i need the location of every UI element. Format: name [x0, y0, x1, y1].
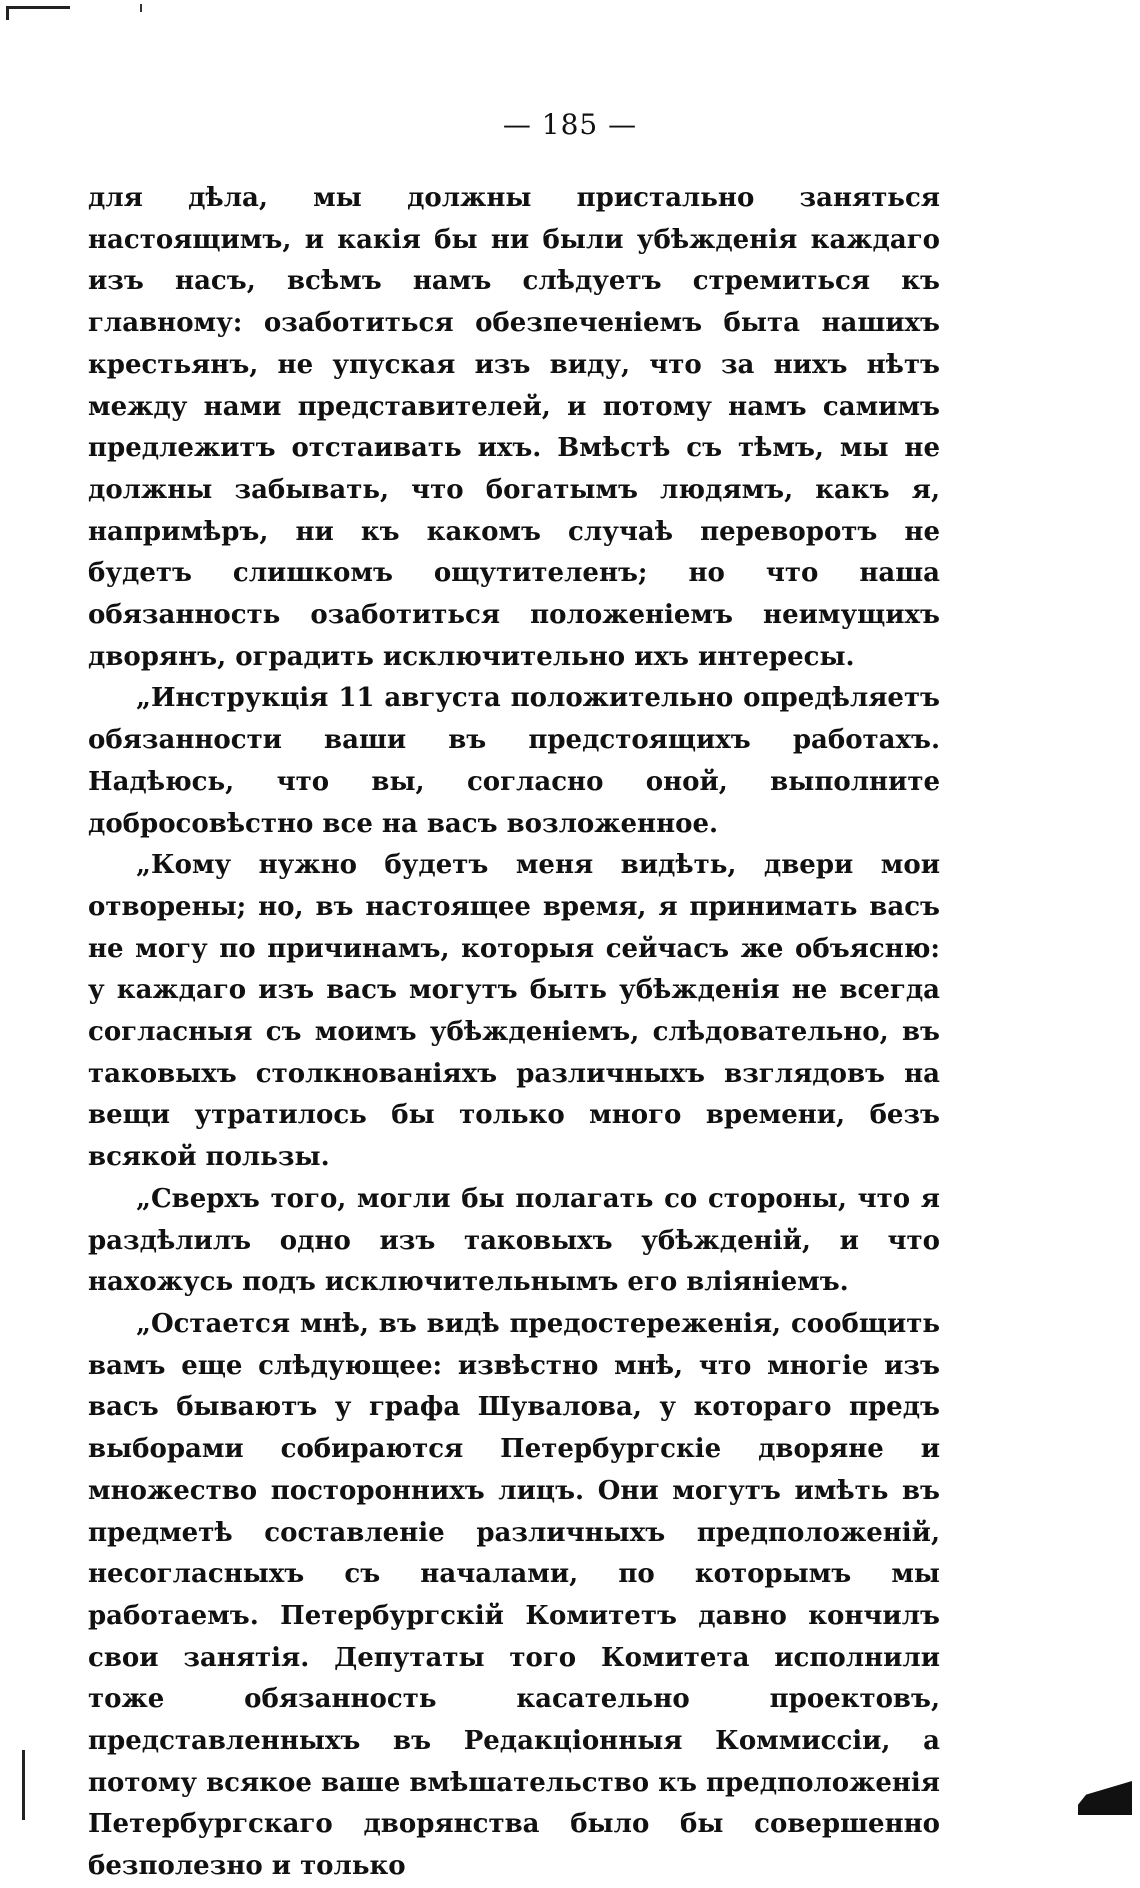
- page-corner-mark: [6, 6, 70, 9]
- page-edge-line: [22, 1750, 25, 1820]
- paragraph: „Кому нужно будетъ меня видѣть, двери мои отворены; но, въ настоящее время, я принимать васъ не могу по причинамъ, которыя сейчасъ же объясню: у каждаго изъ васъ могутъ быть убѣжденія не всегда согласныя съ моимъ убѣжденіемъ, слѣдовательно, въ таковыхъ столкнованіяхъ различныхъ взглядовъ на вещи утратилось бы только много времени, безъ всякой пользы.: [88, 850, 940, 1173]
- paragraph: „Инструкція 11 августа положительно опредѣляетъ обязанности ваши въ предстоящихъ работахъ. Надѣюсь, что вы, согласно оной, выполните добросовѣстно все на васъ возложенное.: [88, 683, 940, 839]
- scan-smudge: [1078, 1781, 1132, 1815]
- page-corner-mark-vertical: [6, 6, 9, 20]
- page-number: — 185 —: [502, 108, 638, 141]
- body-text: [88, 178, 940, 1888]
- paragraph: „Сверхъ того, могли бы полагать со стороны, что я раздѣлилъ одно изъ таковыхъ убѣжденій, и что нахожусь подъ исключительнымъ его вліяніемъ.: [88, 1183, 940, 1298]
- scan-tick-mark: [140, 4, 142, 12]
- paragraph: для дѣла, мы должны пристально заняться настоящимъ, и какія бы ни были убѣжденія каждаго изъ насъ, всѣмъ намъ слѣдуетъ стремиться къ главному: озаботиться обезпеченіемъ быта нашихъ крестьянъ, не упуская изъ виду, что за нихъ нѣтъ между нами представителей, и потому намъ самимъ предлежитъ отстаивать ихъ. Вмѣстѣ съ тѣмъ, мы не должны забывать, что богатымъ людямъ, какъ я, напримѣръ, ни къ какомъ случаѣ переворотъ не будетъ слишкомъ ощутителенъ; но что наша обязанность озаботиться положеніемъ неимущихъ дворянъ, оградить исключительно ихъ интересы.: [88, 183, 940, 672]
- paragraph: „Остается мнѣ, въ видѣ предостереженія, сообщить вамъ еще слѣдующее: извѣстно мнѣ, что многіе изъ васъ бываютъ у графа Шувалова, у котораго предъ выборами собираются Петербургскіе дворяне и множество постороннихъ лицъ. Они могутъ имѣть въ предметѣ составленіе различныхъ предположеній, несогласныхъ съ началами, по которымъ мы работаемъ. Петербургскій Комитетъ давно кончилъ свои занятія. Депутаты того Комитета исполнили тоже обязанность касательно проектовъ, представленныхъ въ Редакціонныя Коммиссіи, а потому всякое ваше вмѣшательство къ предположенія Петербургскаго дворянства было бы совершенно безполезно и только: [88, 1308, 940, 1882]
